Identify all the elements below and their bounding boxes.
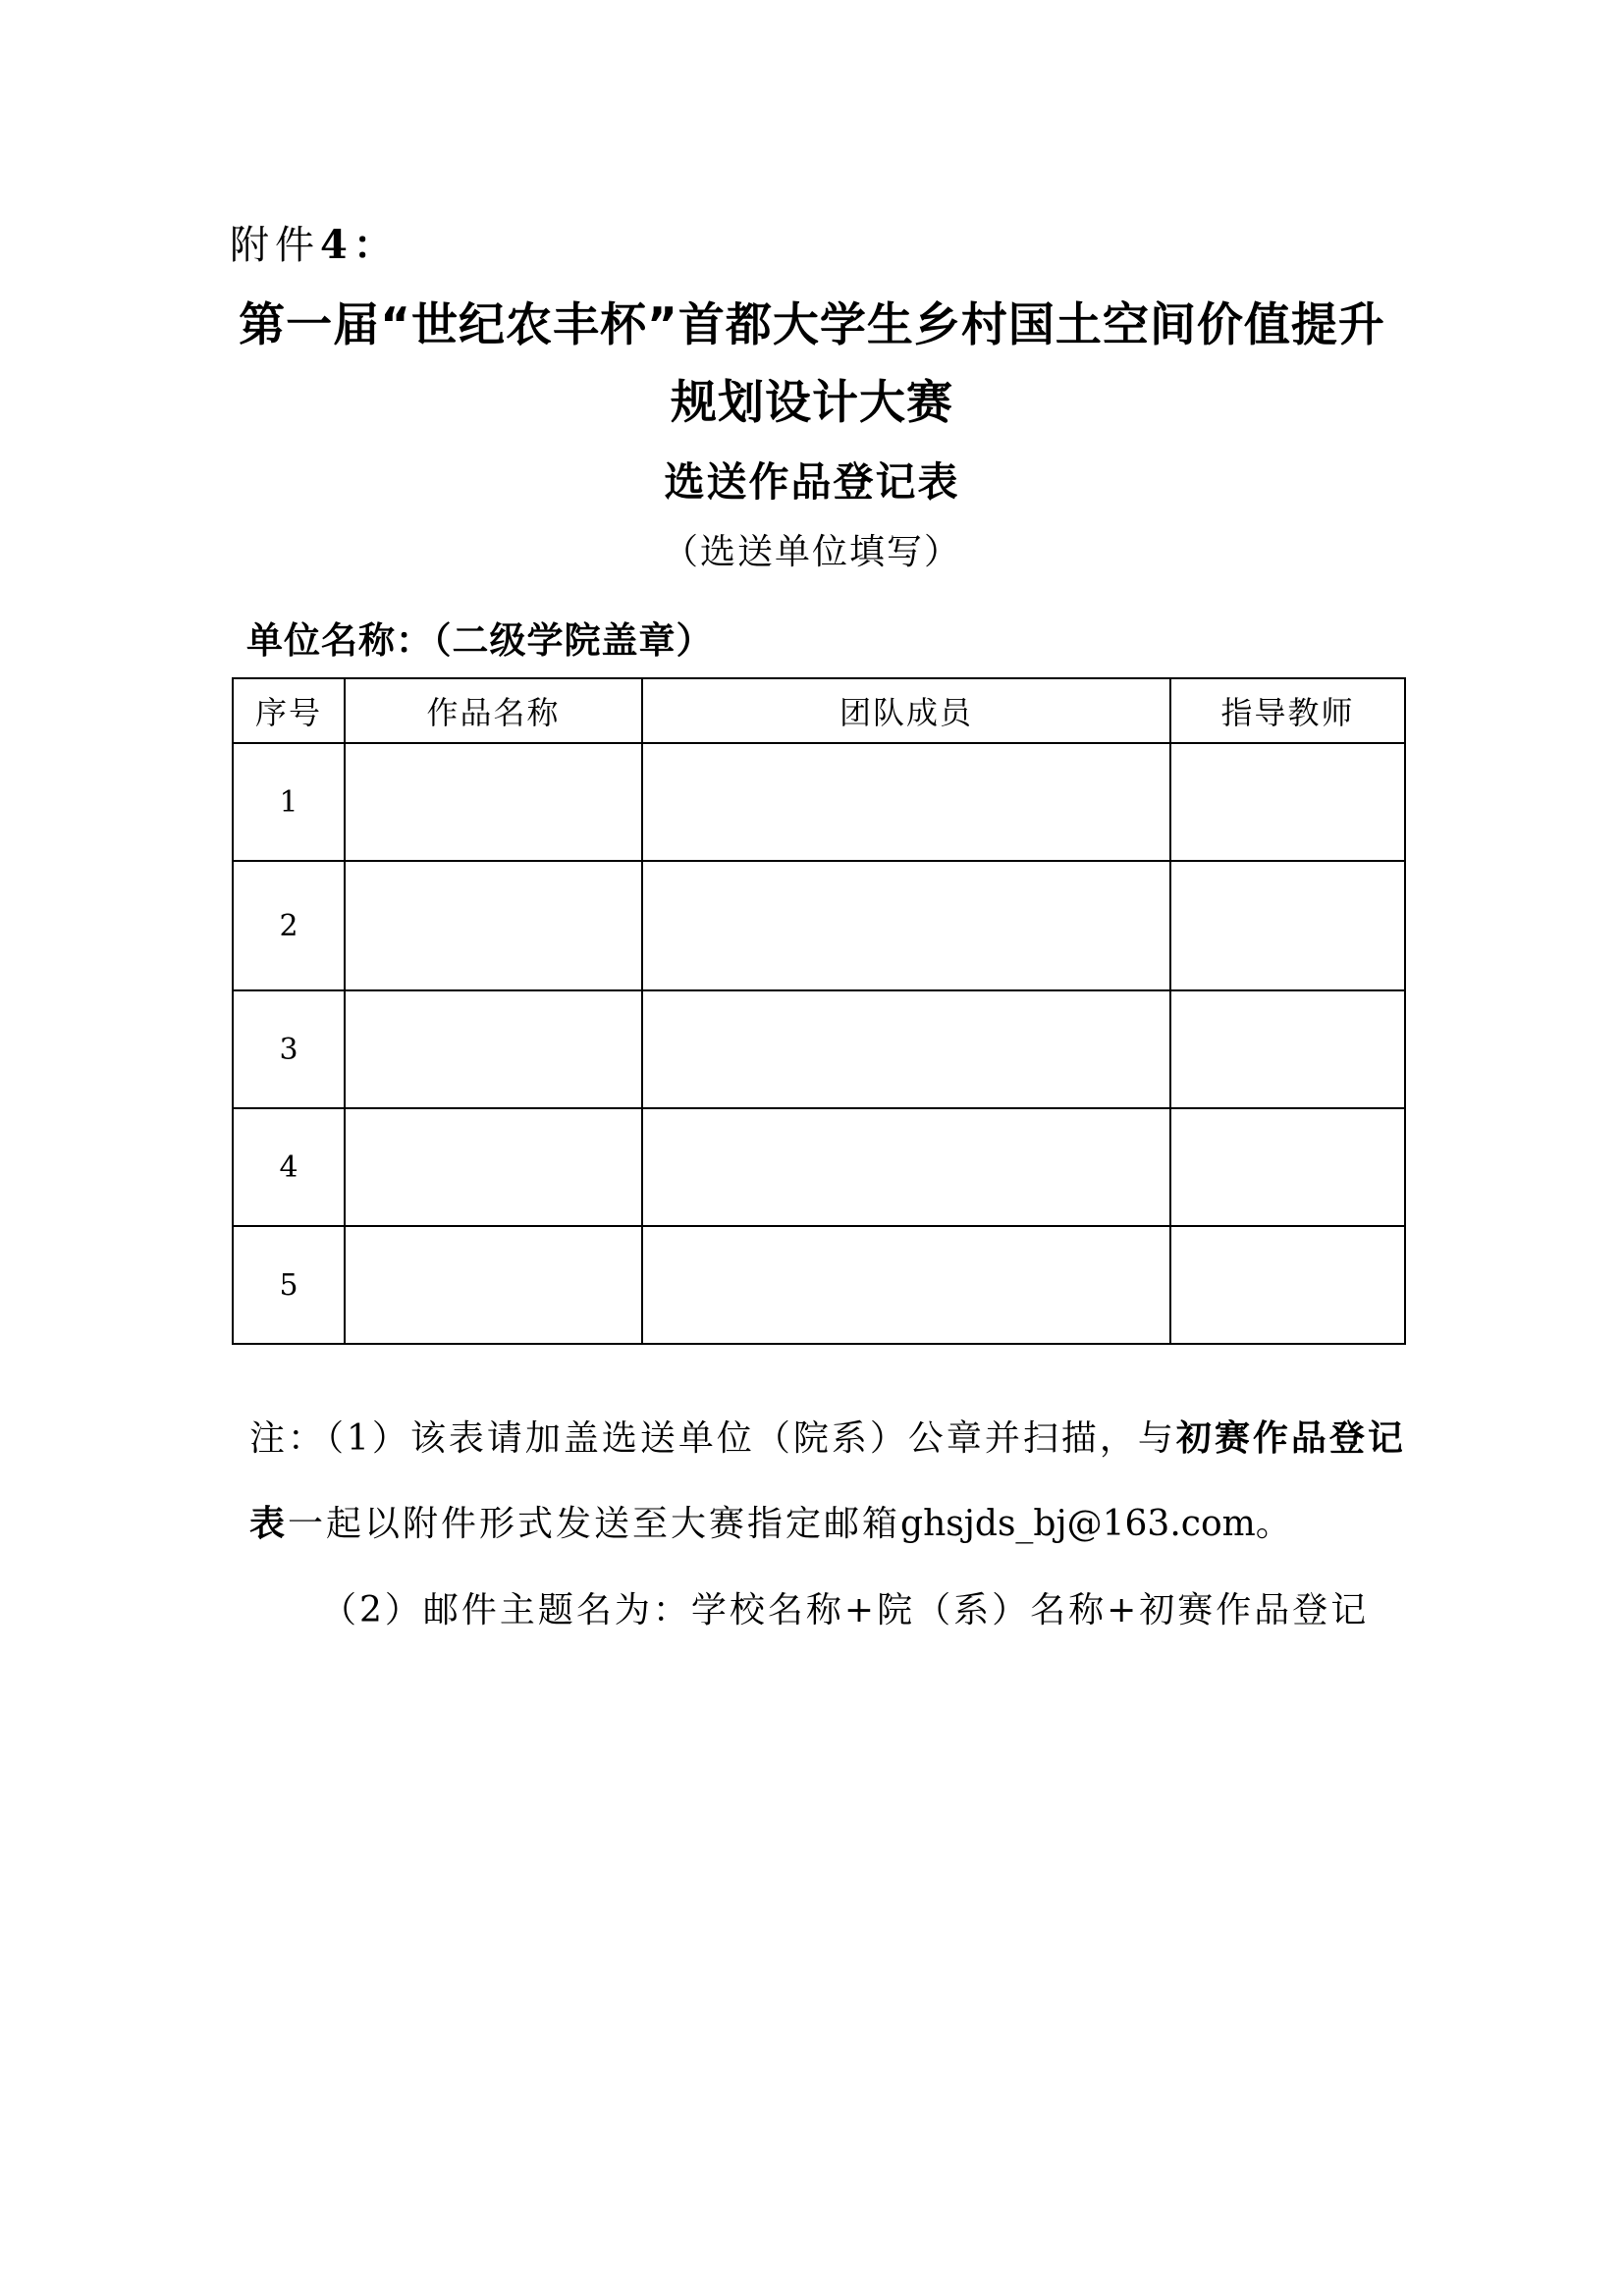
table-row xyxy=(233,1226,1405,1344)
row-work-name-cell[interactable] xyxy=(345,861,642,990)
attachment-colon: ： xyxy=(352,222,399,268)
table-row xyxy=(233,743,1405,861)
row-serial-no: 1 xyxy=(233,743,345,861)
note-1-text: 注：（1）该表请加盖选送单位（院系）公章并扫描，与 xyxy=(249,1418,1176,1459)
note-1-bold-text: 初赛作品登记 xyxy=(1175,1418,1406,1459)
note-1-period: 。 xyxy=(1255,1504,1294,1544)
row-advisor-cell[interactable] xyxy=(1170,1226,1405,1344)
row-team-members-cell[interactable] xyxy=(642,1226,1170,1344)
attachment-label xyxy=(230,214,399,270)
table-row xyxy=(233,861,1405,990)
header-serial-no: 序号 xyxy=(233,678,345,743)
fill-instruction: （选送单位填写） xyxy=(662,532,961,572)
row-work-name-cell[interactable] xyxy=(345,743,642,861)
document-title-line2: 规划设计大赛 xyxy=(671,376,953,430)
note-1-continuation-text: 一起以附件形式发送至大赛指定邮箱 xyxy=(288,1504,901,1544)
note-1-bold-continuation: 表 xyxy=(249,1504,289,1544)
note-1-line2 xyxy=(249,1496,1294,1546)
row-advisor-cell[interactable] xyxy=(1170,990,1405,1108)
registration-table xyxy=(232,677,1406,1345)
contest-email[interactable]: ghsjds_bj@163.com xyxy=(900,1504,1256,1544)
table-row xyxy=(233,1108,1405,1226)
note-1-line1 xyxy=(249,1411,1406,1461)
row-serial-no: 4 xyxy=(233,1108,345,1226)
table-row xyxy=(233,990,1405,1108)
header-team-members: 团队成员 xyxy=(642,678,1170,743)
document-subtitle: 选送作品登记表 xyxy=(664,458,960,506)
row-work-name-cell[interactable] xyxy=(345,990,642,1108)
row-serial-no: 3 xyxy=(233,990,345,1108)
row-advisor-cell[interactable] xyxy=(1170,743,1405,861)
row-advisor-cell[interactable] xyxy=(1170,1108,1405,1226)
row-advisor-cell[interactable] xyxy=(1170,861,1405,990)
header-work-name: 作品名称 xyxy=(345,678,642,743)
table-header-row xyxy=(233,678,1405,743)
row-serial-no: 2 xyxy=(233,861,345,990)
attachment-prefix: 附件 xyxy=(230,223,320,268)
row-work-name-cell[interactable] xyxy=(345,1108,642,1226)
note-2: （2）邮件主题名为：学校名称+院（系）名称+初赛作品登记 xyxy=(321,1590,1370,1630)
attachment-number: 4 xyxy=(320,222,353,268)
row-team-members-cell[interactable] xyxy=(642,990,1170,1108)
row-team-members-cell[interactable] xyxy=(642,743,1170,861)
row-team-members-cell[interactable] xyxy=(642,1108,1170,1226)
row-serial-no: 5 xyxy=(233,1226,345,1344)
document-title-line1: 第一届“世纪农丰杯”首都大学生乡村国土空间价值提升 xyxy=(239,298,1385,352)
header-advisor: 指导教师 xyxy=(1170,678,1405,743)
row-team-members-cell[interactable] xyxy=(642,861,1170,990)
unit-name-label: 单位名称：（二级学院盖章） xyxy=(246,619,714,662)
row-work-name-cell[interactable] xyxy=(345,1226,642,1344)
